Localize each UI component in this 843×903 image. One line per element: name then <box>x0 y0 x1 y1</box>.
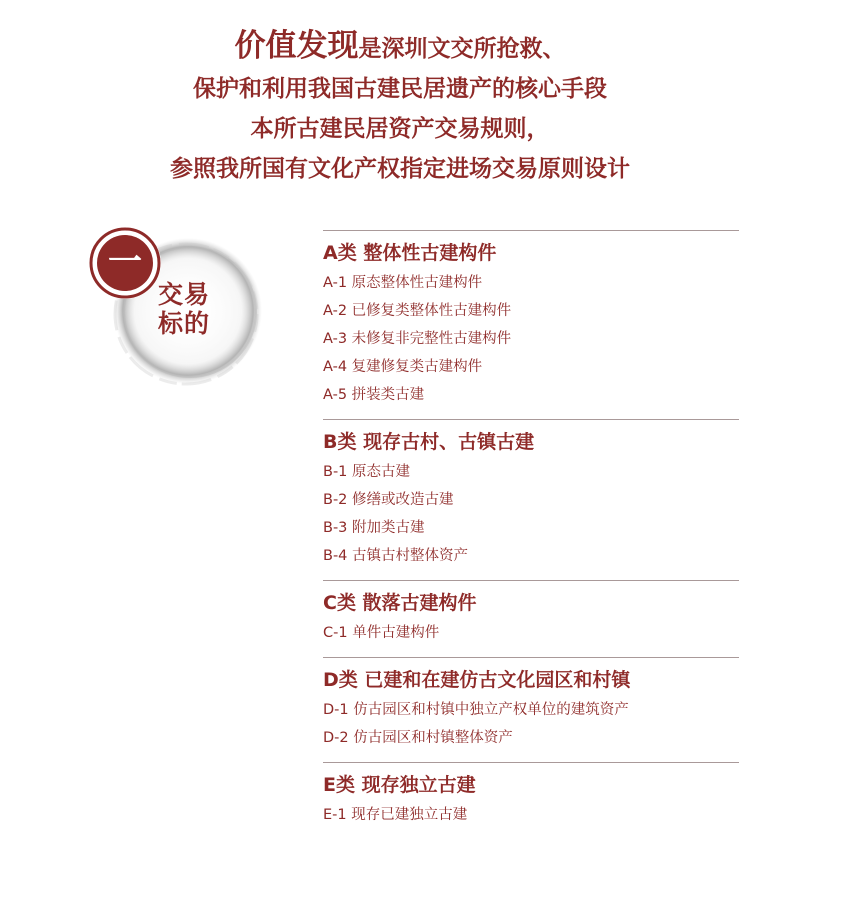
list-item: B-1 原态古建 <box>323 464 411 480</box>
category-a <box>323 230 739 419</box>
category-b <box>323 419 739 580</box>
category-title: D类 已建和在建仿古文化园区和村镇 <box>323 669 631 691</box>
section-badge <box>88 226 268 396</box>
intro-line-2: 保护和利用我国古建民居遗产的核心手段 <box>193 76 607 102</box>
intro-line-4: 参照我所国有文化产权指定进场交易原则设计 <box>170 156 630 182</box>
list-item: C-1 单件古建构件 <box>323 625 440 641</box>
badge-title <box>158 280 218 338</box>
list-item: B-3 附加类古建 <box>323 520 425 536</box>
intro-lead-rest: 是深圳文交所抢救、 <box>358 36 566 62</box>
list-item: D-2 仿古园区和村镇整体资产 <box>323 730 513 746</box>
list-item: A-4 复建修复类古建构件 <box>323 359 483 375</box>
list-item: B-2 修缮或改造古建 <box>323 492 454 508</box>
badge-number: 一 <box>108 242 142 282</box>
category-list <box>323 230 739 839</box>
list-item: D-1 仿古园区和村镇中独立产权单位的建筑资产 <box>323 702 629 718</box>
category-title: C类 散落古建构件 <box>323 592 477 614</box>
category-e <box>323 762 739 839</box>
intro-text <box>0 26 800 189</box>
badge-title-line-2: 标的 <box>158 309 211 338</box>
list-item: B-4 古镇古村整体资产 <box>323 548 469 564</box>
category-d <box>323 657 739 762</box>
intro-line-3: 本所古建民居资产交易规则， <box>250 116 550 142</box>
category-c <box>323 580 739 657</box>
list-item: A-3 未修复非完整性古建构件 <box>323 331 512 347</box>
list-item: A-1 原态整体性古建构件 <box>323 275 483 291</box>
intro-line-1 <box>0 26 800 69</box>
intro-emphasis: 价值发现 <box>234 28 359 64</box>
list-item: A-2 已修复类整体性古建构件 <box>323 303 512 319</box>
category-title: B类 现存古村、古镇古建 <box>323 431 535 453</box>
category-title: A类 整体性古建构件 <box>323 242 497 264</box>
category-title: E类 现存独立古建 <box>323 774 476 796</box>
list-item: A-5 拼装类古建 <box>323 387 425 403</box>
list-item: E-1 现存已建独立古建 <box>323 807 468 823</box>
badge-title-line-1: 交易 <box>158 280 211 309</box>
